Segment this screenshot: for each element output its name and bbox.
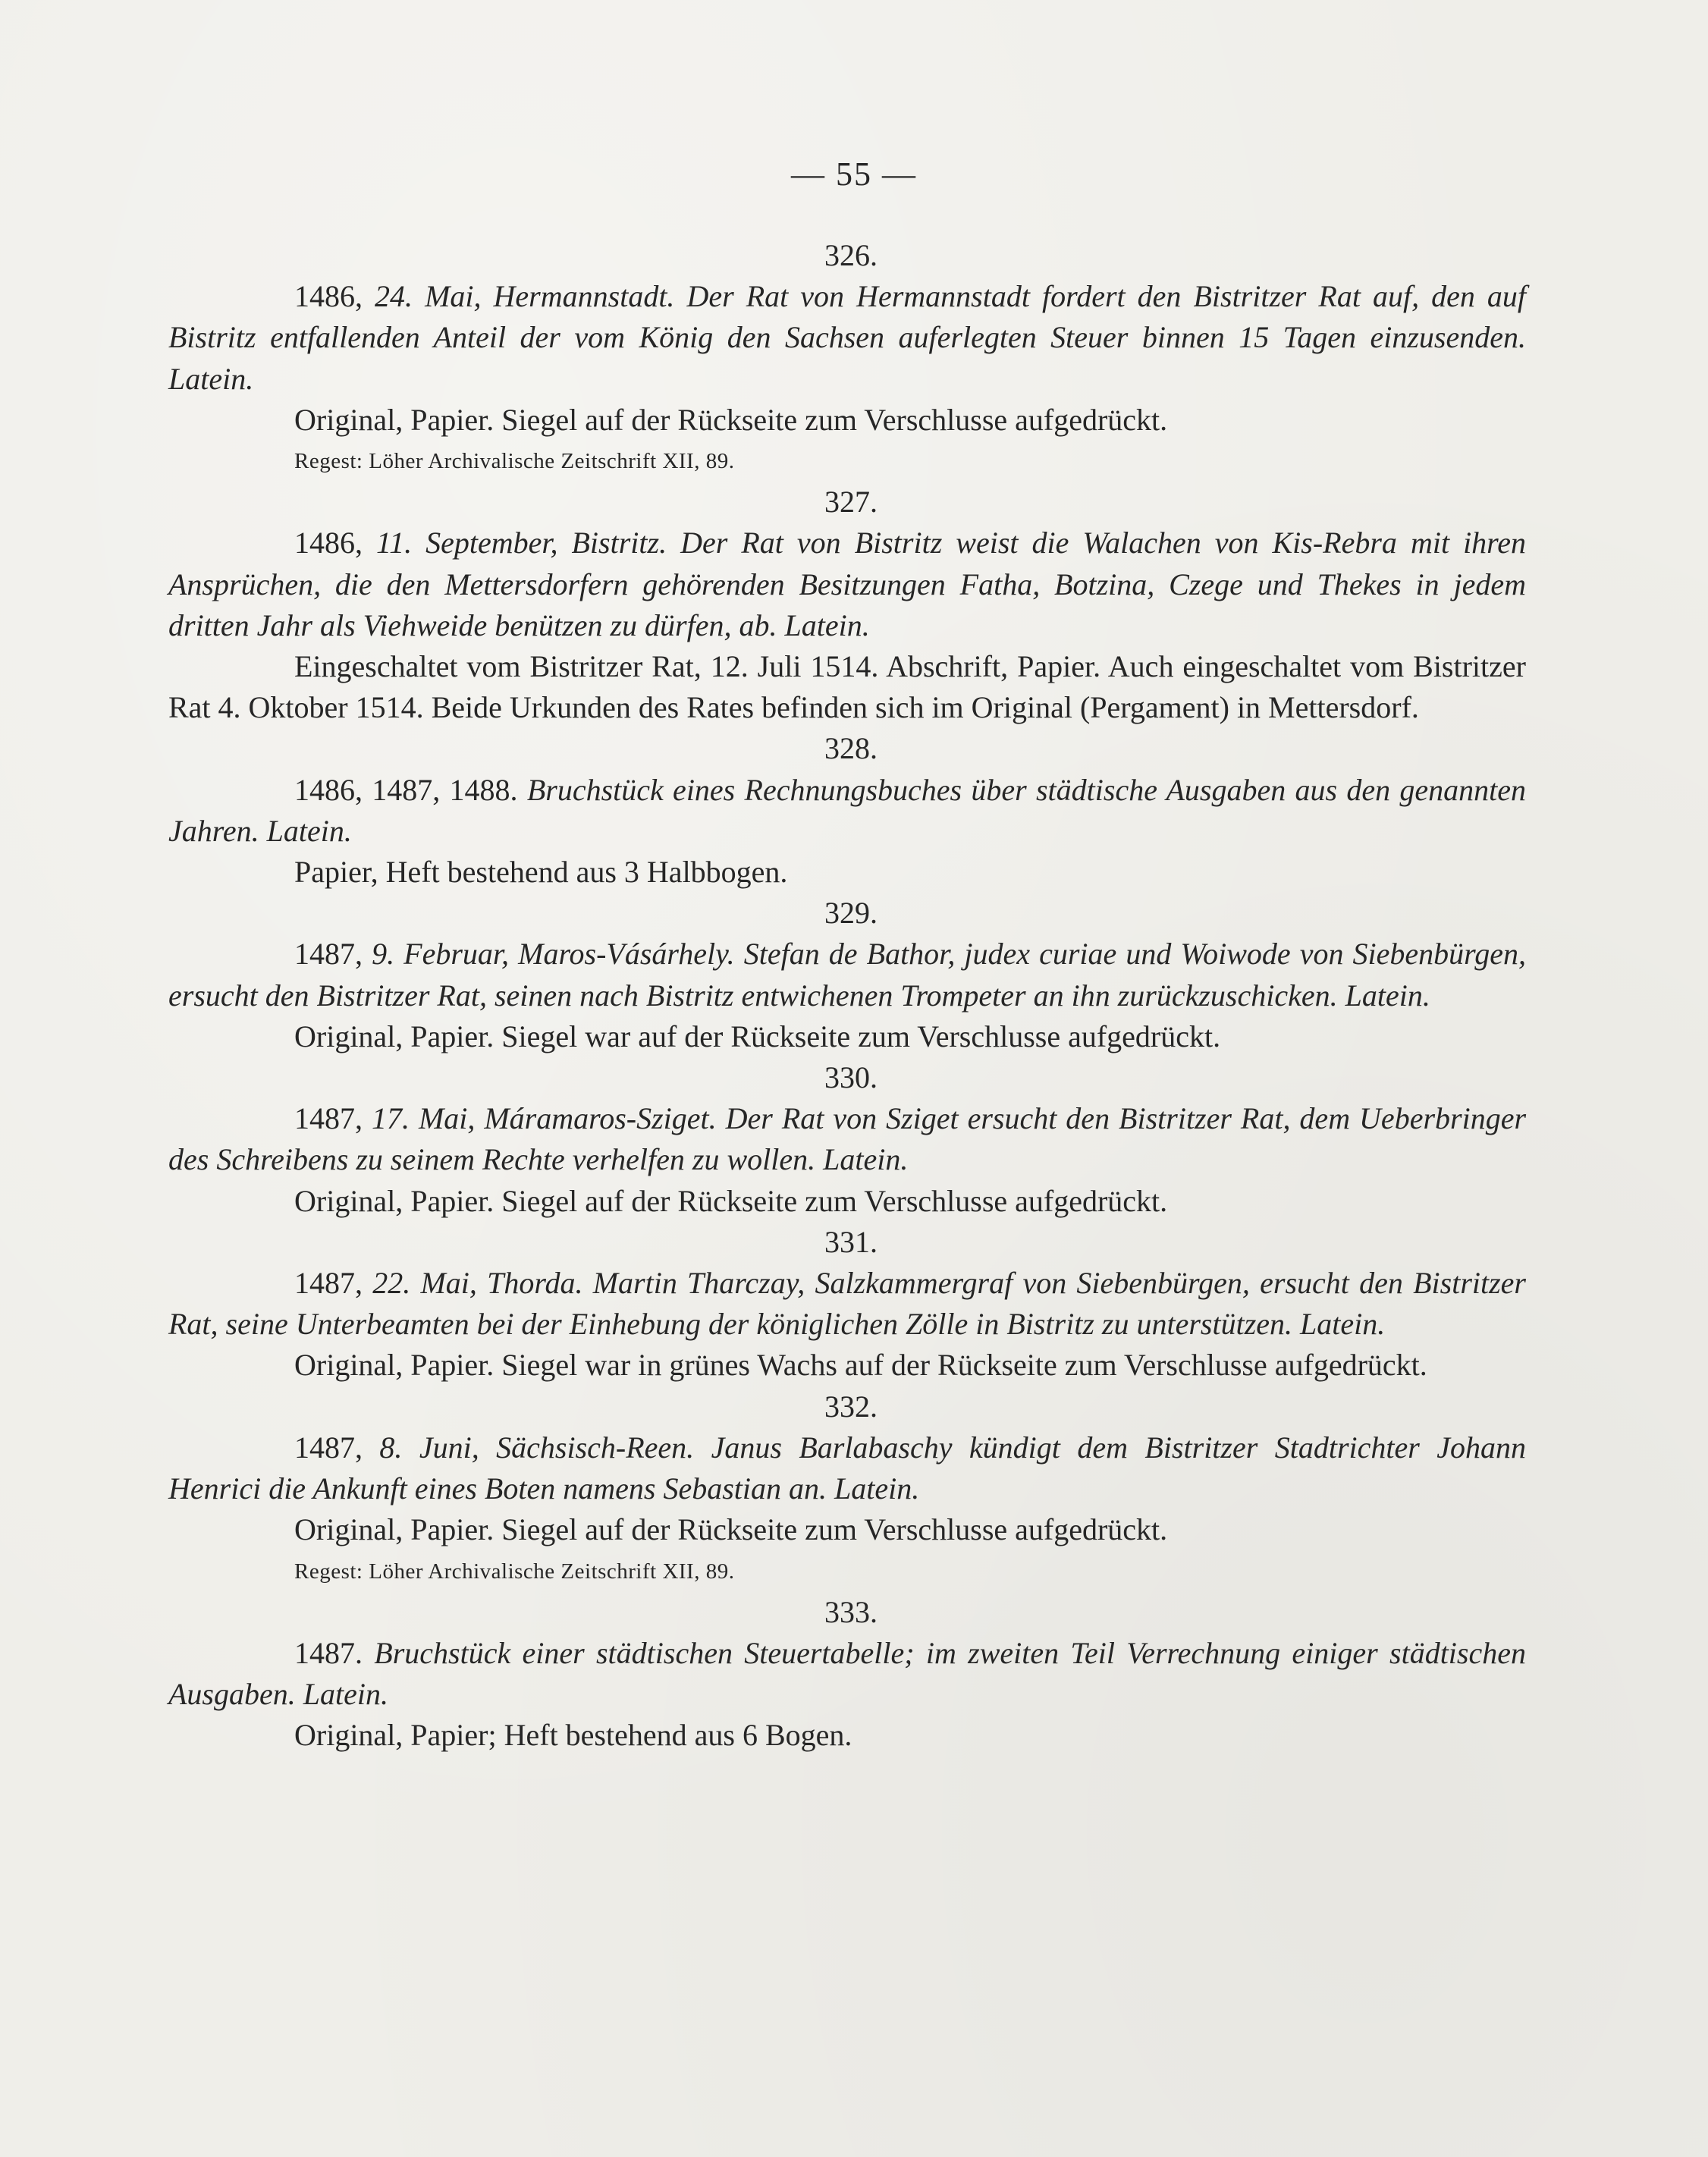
entry-note: Original, Papier. Siegel auf der Rückseite zum Verschlusse aufgedrückt. — [294, 1512, 1168, 1547]
entry-number: 331. — [824, 1224, 878, 1259]
entry-date: 1487, — [294, 1266, 363, 1301]
entry-heading — [168, 934, 1526, 1016]
entry-date: 1486, 1487, 1488. — [294, 772, 518, 807]
entry-summary: Bruchstück einer städtischen Steuertabelle; im zweiten Teil Verrechnung einiger städtischen Ausgaben. Latein. — [168, 1635, 1526, 1712]
entry-regest: Regest: Löher Archivalische Zeitschrift XII, 89. — [294, 1559, 735, 1584]
entry-number: 327. — [824, 485, 878, 520]
entry-date: 1487, — [294, 1101, 363, 1136]
entry-summary: Stefan de Bathor, judex curiae und Woiwode von Siebenbürgen, ersucht den Bistritzer Rat, seinen nach Bistritz entwichenen Trompeter an ihn zurückzuschicken. Latein. — [168, 937, 1526, 1013]
entry-regest: Regest: Löher Archivalische Zeitschrift XII, 89. — [294, 449, 735, 474]
entry-331 — [168, 1222, 1526, 1386]
entry-332 — [168, 1386, 1526, 1592]
entry-summary: Martin Tharczay, Salzkammergraf von Siebenbürgen, ersucht den Bistritzer Rat, seine Unterbeamten bei der Einhebung der königlichen Zölle in Bistritz zu unterstützen. Latein. — [168, 1266, 1526, 1342]
entry-heading — [168, 1098, 1526, 1180]
entry-date-place: 9. Februar, Maros-Vásárhely. — [372, 937, 735, 972]
entry-heading — [168, 1633, 1526, 1715]
entry-329 — [168, 893, 1526, 1057]
entry-heading — [168, 1427, 1526, 1509]
entry-date-place: 8. Juni, Sächsisch-Reen. — [379, 1430, 695, 1465]
entry-326 — [168, 235, 1526, 482]
entry-330 — [168, 1057, 1526, 1222]
entry-date-place: 17. Mai, Máramaros-Sziget. — [371, 1101, 717, 1136]
entry-summary: Der Rat von Hermannstadt fordert den Bistritzer Rat auf, den auf Bistritz entfallenden Anteil der vom König den Sachsen auferlegten Steuer binnen 15 Tagen einzusenden. Latein. — [168, 279, 1527, 396]
entry-number: 333. — [824, 1594, 878, 1629]
entry-number: 326. — [824, 238, 878, 272]
entry-number: 332. — [824, 1389, 878, 1424]
entry-note: Papier, Heft bestehend aus 3 Halbbogen. — [294, 855, 788, 890]
entry-number: 328. — [824, 731, 878, 766]
entry-heading — [168, 770, 1526, 852]
entry-note: Original, Papier. Siegel war auf der Rückseite zum Verschlusse aufgedrückt. — [294, 1019, 1221, 1053]
entry-date: 1486, — [294, 526, 363, 560]
entry-date: 1487, — [294, 937, 363, 972]
entry-date: 1487, — [294, 1430, 363, 1465]
page-number: — 55 — — [791, 155, 917, 193]
entry-heading — [168, 523, 1526, 646]
entry-date-place: 24. Mai, Hermannstadt. — [375, 279, 675, 314]
entry-333 — [168, 1592, 1526, 1757]
entry-date-place: 11. September, Bistritz. — [376, 526, 667, 560]
entry-328 — [168, 728, 1526, 893]
entry-date-place: 22. Mai, Thorda. — [372, 1266, 583, 1301]
entry-note: Original, Papier. Siegel auf der Rückseite zum Verschlusse aufgedrückt. — [294, 1183, 1168, 1218]
entry-327 — [168, 482, 1526, 728]
entry-note: Original, Papier; Heft bestehend aus 6 Bogen. — [294, 1718, 852, 1753]
entry-heading — [168, 1263, 1526, 1345]
entry-date: 1487. — [294, 1635, 363, 1670]
entry-summary: Der Rat von Sziget ersucht den Bistritzer Rat, dem Ueberbringer des Schreibens zu seinem Rechte verhelfen zu wollen. Latein. — [168, 1101, 1527, 1177]
entry-heading — [168, 276, 1526, 400]
document-body — [168, 235, 1526, 1757]
entry-summary: Janus Barlabaschy kündigt dem Bistritzer Stadtrichter Johann Henrici die Ankunft eines Boten namens Sebastian an. Latein. — [168, 1430, 1526, 1506]
entry-note: Eingeschaltet vom Bistritzer Rat, 12. Juli 1514. Abschrift, Papier. Auch eingeschaltet vom Bistritzer Rat 4. Oktober 1514. Beide Urkunden des Rates befinden sich im Original (Pergament) in Mettersdorf. — [168, 649, 1526, 725]
entry-date: 1486, — [294, 279, 363, 314]
entry-note: Original, Papier. Siegel war in grünes Wachs auf der Rückseite zum Verschlusse aufgedrückt. — [294, 1348, 1427, 1383]
entry-number: 329. — [824, 896, 878, 931]
entry-number: 330. — [824, 1060, 878, 1095]
entry-summary: Bruchstück eines Rechnungsbuches über städtische Ausgaben aus den genannten Jahren. Latein. — [168, 772, 1527, 848]
entry-note: Original, Papier. Siegel auf der Rückseite zum Verschlusse aufgedrückt. — [294, 402, 1168, 437]
entry-summary: Der Rat von Bistritz weist die Walachen von Kis-Rebra mit ihren Ansprüchen, die den Mettersdorfern gehörenden Besitzungen Fatha, Botzina, Czege und Thekes in jedem dritten Jahr als Viehweide benützen zu dürfen, ab. Latein. — [168, 526, 1527, 642]
